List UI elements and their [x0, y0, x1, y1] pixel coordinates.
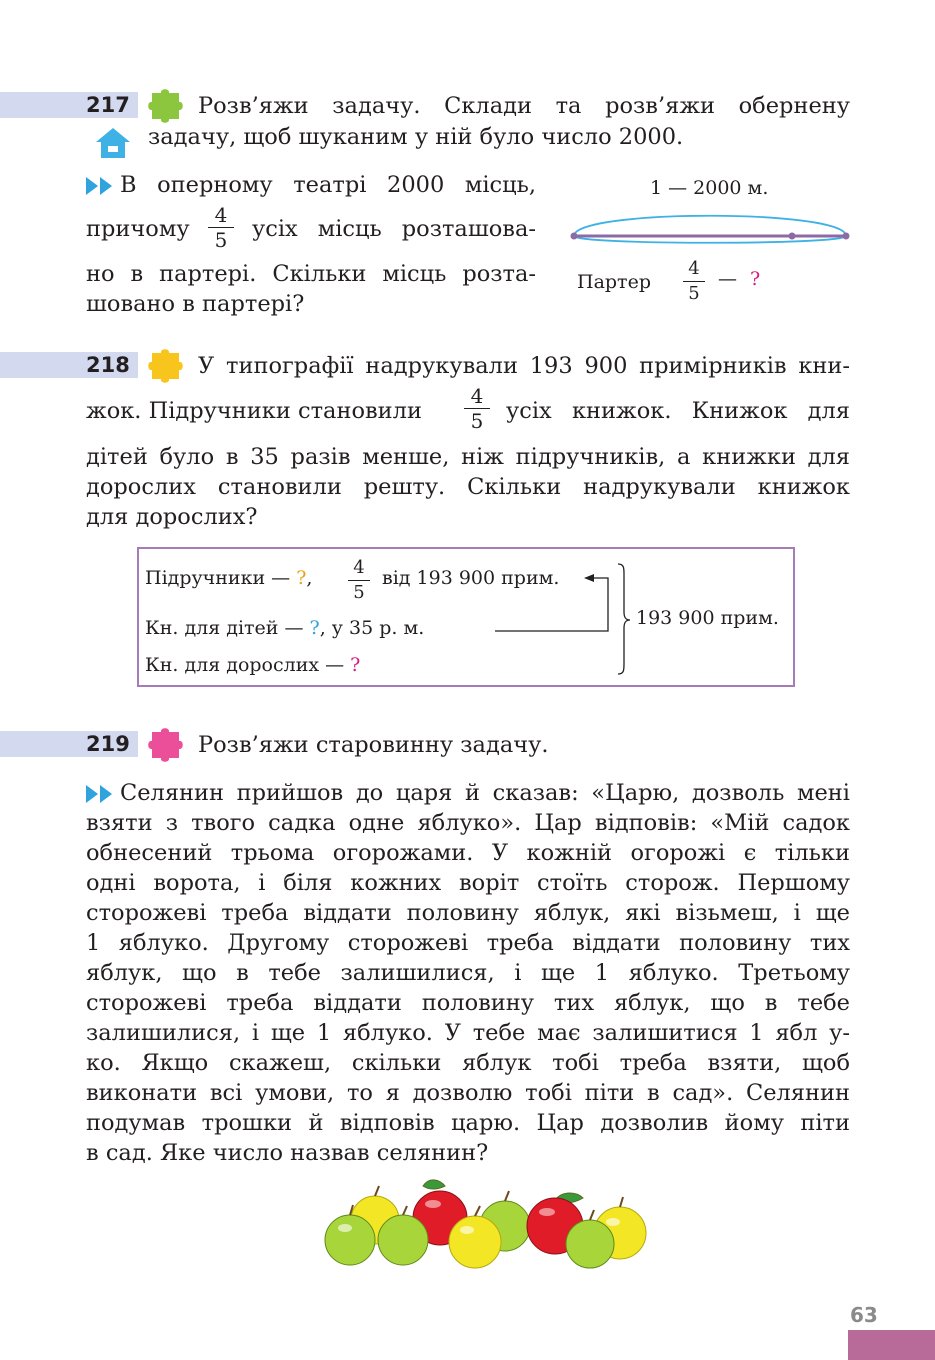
page-number-bar [848, 1330, 935, 1360]
schema-row-2 [145, 617, 424, 639]
task-218-number: 218 [86, 353, 130, 377]
diagram-question: ? [750, 268, 761, 290]
puzzle-pink-icon [146, 724, 186, 764]
house-icon [94, 126, 132, 160]
schema-row-3-label: Кн. для дорослих — [145, 654, 345, 676]
task-219-line-1: Селянин прийшов до царя й сказав: «Царю, дозволь мені [120, 780, 850, 806]
task-217-number: 217 [86, 93, 130, 117]
task-219-line-3: обнесений трьома огорожами. У кожній огорожі є тільки [86, 840, 850, 866]
task-218-fraction [464, 385, 490, 432]
double-arrow-icon [86, 177, 116, 195]
task-218-line-3: дітей було в 35 разів менше, ніж підручників, а книжки для [86, 444, 850, 470]
task-219-line-4: одні ворота, і біля кожних воріт стоїть сторож. Першому [86, 870, 850, 896]
segment-diagram [566, 205, 856, 250]
diagram-bottom-label: Партер [577, 271, 651, 293]
task-219-line-6: 1 яблуко. Другому сторожеві треба віддати половину тих [86, 930, 850, 956]
apples-illustration [315, 1178, 660, 1273]
task-218-line-4: дорослих становили решту. Скільки надрукували книжок [86, 474, 850, 500]
task-219-line-2: взяти з твого садка одне яблуко». Цар відповів: «Мій садок [86, 810, 850, 836]
diagram-top-label: 1 — 2000 м. [650, 177, 769, 199]
diagram-fraction [683, 258, 705, 305]
fraction-denominator: 5 [470, 409, 484, 433]
schema-row-2-label: Кн. для дітей — [145, 617, 304, 639]
task-219-line-11: виконати всі умови, то я дозволю тобі піти в сад». Селянин [86, 1080, 850, 1106]
task-217-line-1: Розв’яжи задачу. Склади та розв’яжи обернену [198, 93, 850, 119]
diagram-dash: — [718, 268, 737, 290]
schema-total: 193 900 прим. [636, 607, 779, 629]
task-219-line-10: ко. Якщо скажеш, скільки яблук тобі треба взяти, щоб [86, 1050, 850, 1076]
task-217-para-2b: усіх місць розташова- [252, 216, 536, 242]
task-219-line-12: подумав трошки й відповів царю. Цар дозволив йому піти [86, 1110, 850, 1136]
task-217-line-2: задачу, щоб шуканим у ній було число 2000. [148, 124, 684, 150]
task-219-line-5: сторожеві треба віддати половину яблук, які візьмеш, і ще [86, 900, 850, 926]
schema-row-3-question: ? [350, 654, 361, 676]
schema-row-1-question: ? [296, 567, 307, 589]
fraction-numerator: 4 [353, 557, 365, 578]
double-arrow-icon [86, 785, 116, 803]
fraction-denominator: 5 [688, 283, 700, 304]
task-218-line-1: У типографії надрукували 193 900 примірників кни- [198, 353, 850, 379]
task-218-line-5: для дорослих? [86, 504, 258, 530]
task-217-para-2a: причому [86, 216, 190, 242]
page-number: 63 [850, 1303, 878, 1327]
task-217-para-4: шовано в партері? [86, 291, 305, 317]
task-219-number: 219 [86, 732, 130, 756]
task-219-title: Розв’яжи старовинну задачу. [198, 732, 549, 758]
task-219-line-9: залишилися, і ще 1 яблуко. У тебе має залишитися 1 ябл у- [86, 1020, 850, 1046]
schema-row-1-label: Підручники — [145, 567, 291, 589]
schema-row-1-comma: , [306, 567, 313, 589]
puzzle-green-icon [146, 85, 186, 125]
schema-arrows-brace [490, 560, 635, 680]
task-219-line-8: сторожеві треба віддати половину тих яблук, що в тебе [86, 990, 850, 1016]
fraction-numerator: 4 [470, 384, 484, 408]
task-219-line-13: в сад. Яке число назвав селянин? [86, 1140, 489, 1166]
schema-row-2-question: ? [309, 617, 320, 639]
task-218-line-2b: усіх книжок. Книжок для [506, 398, 850, 424]
task-217-para-1: В оперному театрі 2000 місць, [120, 172, 536, 198]
task-218-line-2a: жок. Підручники становили [86, 398, 422, 424]
puzzle-yellow-icon [146, 345, 186, 385]
schema-row-2-rest: , у 35 р. м. [319, 617, 425, 639]
fraction-denominator: 5 [353, 582, 365, 603]
task-217-fraction [208, 204, 234, 251]
schema-row-1-rest: від 193 900 прим. [382, 567, 560, 589]
task-219-line-7: яблук, що в тебе залишилися, і ще 1 яблуко. Третьому [86, 960, 850, 986]
schema-fraction [348, 557, 370, 604]
task-217-para-3: но в партері. Скільки місць розта- [86, 261, 536, 287]
fraction-numerator: 4 [688, 258, 700, 279]
fraction-denominator: 5 [214, 228, 228, 252]
fraction-numerator: 4 [214, 203, 228, 227]
schema-row-1 [145, 567, 312, 589]
schema-row-3 [145, 654, 360, 676]
